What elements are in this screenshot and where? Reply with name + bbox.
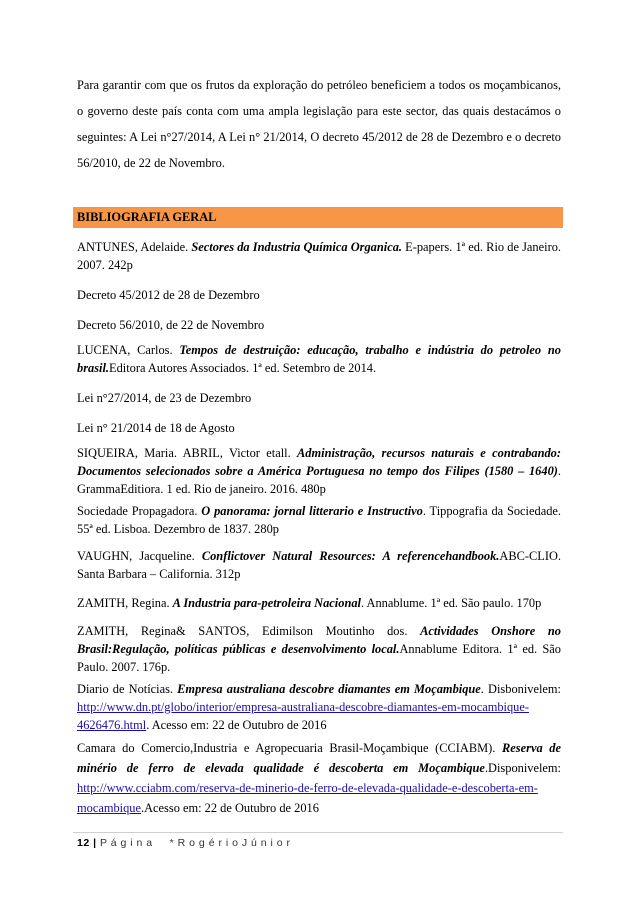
- ref-title: Conflictover Natural Resources: A referencehandbook.: [201, 549, 500, 563]
- ref-details: . Annablume. 1ª ed. São paulo. 170p: [360, 596, 542, 610]
- ref-text: Lei n° 21/2014 de 18 de Agosto: [77, 421, 235, 435]
- ref-author: ZAMITH, Regina.: [77, 596, 173, 610]
- ref-author: Diario de Notícias.: [77, 682, 178, 696]
- ref-text: Decreto 56/2010, de 22 de Novembro: [77, 318, 265, 332]
- reference-decreto-45: [77, 286, 561, 304]
- ref-title: Sectores da Industria Química Organica.: [191, 240, 402, 254]
- ref-access-date: .Acesso em: 22 de Outubro de 2016: [141, 801, 319, 815]
- footer-divider: [73, 832, 563, 833]
- ref-title: A Industria para-petroleira Nacional: [172, 596, 361, 610]
- author-name: * R o g é r i o J ú n i o r: [169, 837, 291, 849]
- reference-lucena: [77, 341, 561, 377]
- ref-details: Editora Autores Associados. 1ª ed. Setembro de 2014.: [109, 361, 377, 375]
- ref-title: Tempos de destruição: educação, trabalho e indústria do petroleo no brasil.: [77, 343, 561, 375]
- ref-text: Decreto 45/2012 de 28 de Dezembro: [77, 288, 260, 302]
- reference-zamith: [77, 594, 561, 612]
- reference-decreto-56: [77, 316, 561, 334]
- ref-title: O panorama: jornal litterario e Instructivo: [201, 504, 423, 518]
- page-word: P á g i n a: [99, 837, 153, 849]
- ref-details: . GrammaEditiora. 1 ed. Rio de janeiro. 2016. 480p: [77, 464, 561, 496]
- reference-cciabm: [77, 738, 561, 818]
- reference-lei-27: [77, 389, 561, 407]
- ref-title: Administração, recursos naturais e contrabando: Documentos selecionados sobre a América Portuguesa no tempo dos Filipes (1580 – 1640): [77, 446, 561, 478]
- ref-author: Sociedade Propagadora.: [77, 504, 202, 518]
- ref-details: E-papers. 1ª ed. Rio de Janeiro. 2007. 242p: [77, 240, 561, 272]
- reference-lei-21: [77, 419, 561, 437]
- ref-author: LUCENA, Carlos.: [77, 343, 180, 357]
- reference-sociedade: [77, 502, 561, 538]
- ref-title: Actividades Onshore no Brasil:Regulação, políticas públicas e desenvolvimento local.: [77, 624, 561, 656]
- ref-details: .Disponivelem:: [484, 761, 561, 775]
- reference-antunes: [77, 238, 561, 274]
- footer-separator: |: [93, 837, 97, 849]
- reference-zamith-santos: [77, 622, 561, 676]
- section-heading: BIBLIOGRAFIA GERAL: [73, 207, 563, 228]
- page-number: 12: [77, 837, 90, 849]
- intro-paragraph: Para garantir com que os frutos da exploração do petróleo beneficiem a todos os moçambicanos, o governo deste país conta com uma ampla legislação para este sector, das quais destacámos o seguintes: A Lei n°27/2014, A Lei n° 21/2014, O decreto 45/2012 de 28 de Dezembro e o decreto 56/2010, de 22 de Novembro.: [77, 78, 561, 170]
- ref-details: ABC-CLIO. Santa Barbara – California. 312p: [77, 549, 561, 581]
- dn-article-link[interactable]: http://www.dn.pt/globo/interior/empresa-australiana-descobre-diamantes-em-mocambique-4626476.html: [77, 700, 529, 732]
- ref-title: Reserva de minério de ferro de elevada qualidade é descoberta em Moçambique: [77, 741, 561, 775]
- reference-vaughn: [77, 547, 561, 583]
- ref-text: Lei n°27/2014, de 23 de Dezembro: [77, 391, 252, 405]
- ref-details: . Tippografia da Sociedade. 55ª ed. Lisboa. Dezembro de 1837. 280p: [77, 504, 561, 536]
- ref-details: Annablume Editora. 1ª ed. São Paulo. 2007. 176p.: [77, 642, 561, 674]
- ref-title: Empresa australiana descobre diamantes em Moçambique: [177, 682, 481, 696]
- ref-author: VAUGHN, Jacqueline.: [77, 549, 202, 563]
- ref-access-date: . Acesso em: 22 de Outubro de 2016: [146, 718, 327, 732]
- ref-author: SIQUEIRA, Maria. ABRIL, Victor etall.: [77, 446, 298, 460]
- page-footer: [77, 837, 291, 849]
- cciabm-article-link[interactable]: http://www.cciabm.com/reserva-de-minerio-de-ferro-de-elevada-qualidade-e-descoberta-em-mocambique: [77, 781, 538, 815]
- reference-diario-noticias: [77, 680, 561, 734]
- ref-author: ZAMITH, Regina& SANTOS, Edimilson Moutinho dos.: [77, 624, 421, 638]
- ref-details: . Disbonivelem:: [480, 682, 561, 696]
- reference-siqueira: [77, 444, 561, 498]
- ref-author: Camara do Comercio,Industria e Agropecuaria Brasil-Moçambique (CCIABM).: [77, 741, 503, 755]
- ref-author: ANTUNES, Adelaide.: [77, 240, 192, 254]
